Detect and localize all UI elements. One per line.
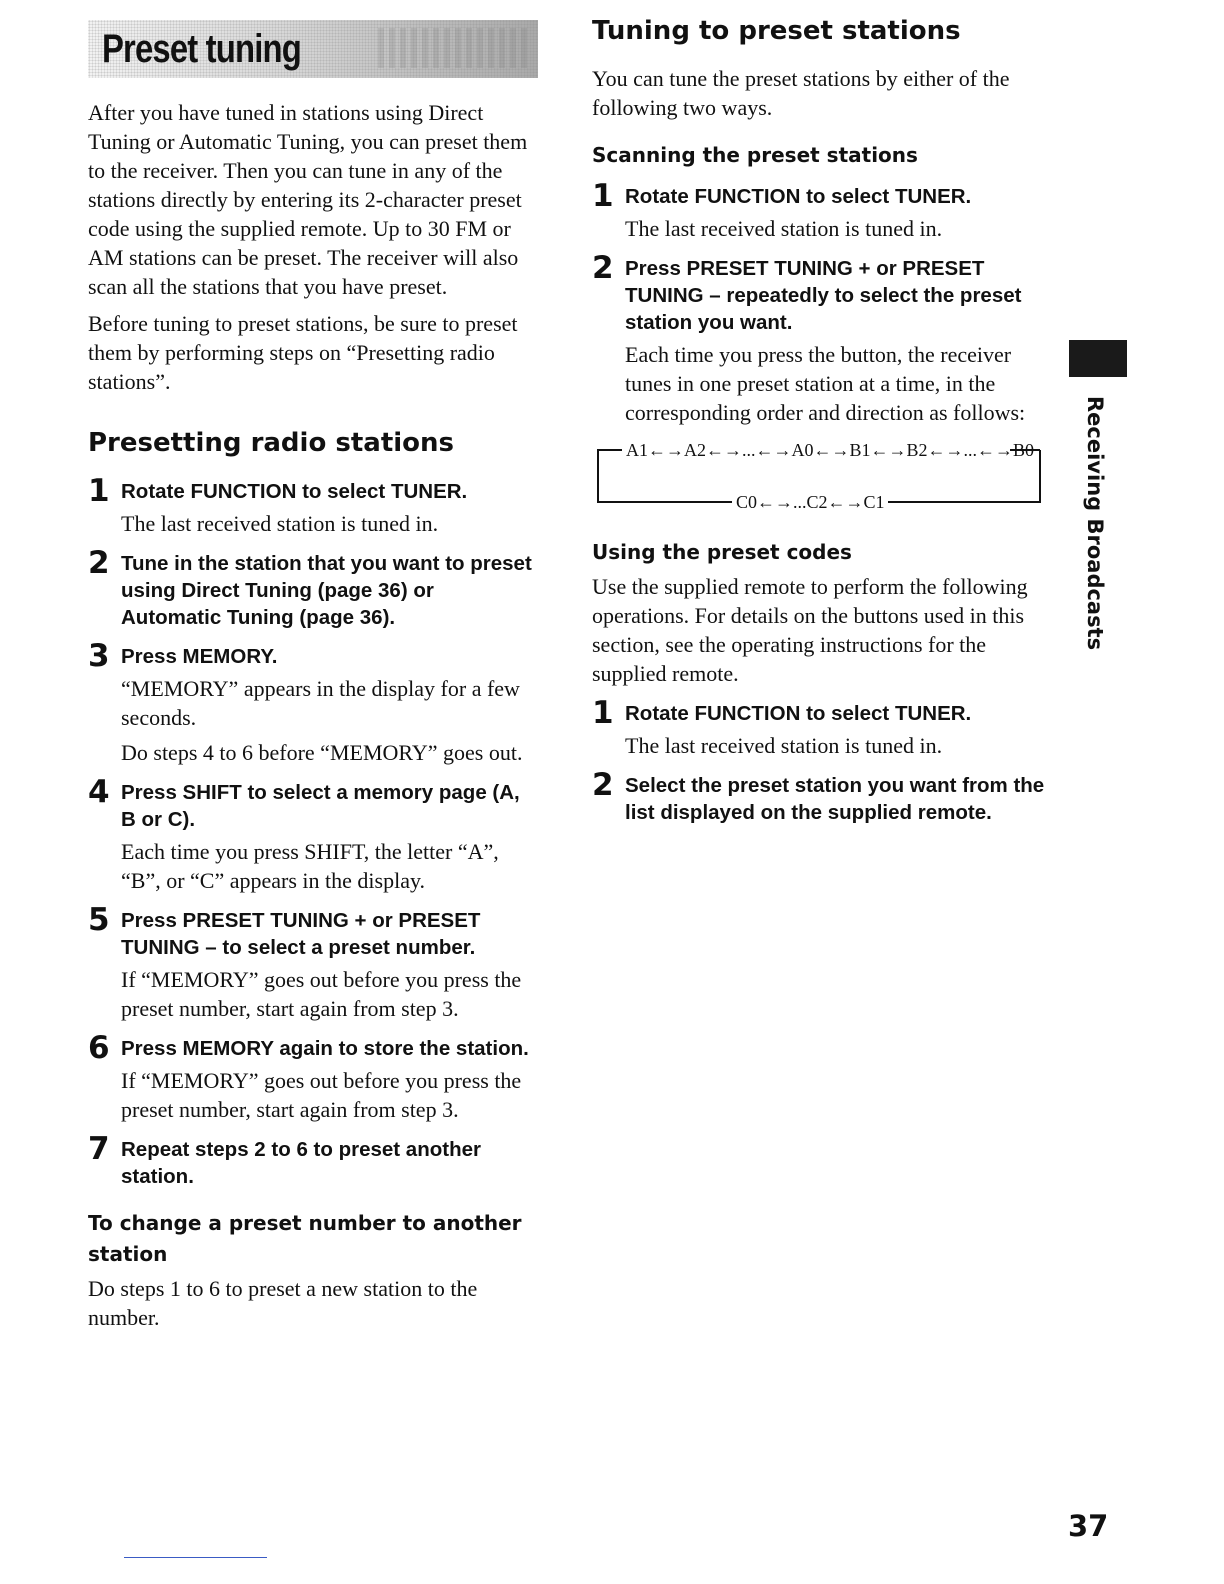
step-instruction: Press PRESET TUNING + or PRESET TUNING – to select a preset number. <box>121 909 481 959</box>
step-instruction: Press SHIFT to select a memory page (A, B or C). <box>121 781 520 831</box>
step-item <box>88 774 538 895</box>
change-number-heading: To change a preset number to another station <box>88 1211 522 1266</box>
step-number: 6 <box>88 1030 110 1066</box>
page-number: 37 <box>1068 1509 1109 1543</box>
section-banner <box>88 20 538 78</box>
chapter-side-label: Receiving Broadcasts <box>1083 396 1107 651</box>
step-note: The last received station is tuned in. <box>625 733 943 758</box>
tuning-intro: You can tune the preset stations by either of the following two ways. <box>592 66 1010 120</box>
step-instruction: Rotate FUNCTION to select TUNER. <box>625 702 972 725</box>
step-instruction: Repeat steps 2 to 6 to preset another station. <box>121 1138 481 1188</box>
step-note: If “MEMORY” goes out before you press the preset number, start again from step 3. <box>121 1068 522 1122</box>
banner-decoration <box>378 28 528 68</box>
step-number: 5 <box>88 902 110 938</box>
tuning-heading: Tuning to preset stations <box>592 16 961 46</box>
step-item <box>88 1030 538 1124</box>
step-number: 7 <box>88 1131 110 1167</box>
step-number: 2 <box>88 545 110 581</box>
preset-codes-heading: Using the preset codes <box>592 540 852 564</box>
preset-codes-intro: Use the supplied remote to perform the following operations. For details on the buttons used in this section, see the operating instructions for the supplied remote. <box>592 574 1028 686</box>
step-item <box>88 545 538 631</box>
step-number: 3 <box>88 638 110 674</box>
step-number: 1 <box>592 695 614 731</box>
step-number: 1 <box>592 178 614 214</box>
section-title: Preset tuning <box>102 27 301 71</box>
step-note: “MEMORY” appears in the display for a few seconds. <box>121 676 520 730</box>
step-item <box>592 178 1047 243</box>
intro-paragraph: After you have tuned in stations using Direct Tuning or Automatic Tuning, you can preset them to the receiver. Then you can tune in any of the stations directly by entering its 2-character preset code using the supplied remote. Up to 30 FM or AM stations can be preset. The receiver will also scan all the stations that you have preset. <box>88 100 528 299</box>
step-item <box>88 638 538 767</box>
step-note: If “MEMORY” goes out before you press the preset number, start again from step 3. <box>121 967 522 1021</box>
step-number: 2 <box>592 767 614 803</box>
step-item <box>592 695 1047 760</box>
intro-paragraph: Before tuning to preset stations, be sure to preset them by performing steps on “Presetting radio stations”. <box>88 311 518 394</box>
chapter-tab-marker <box>1069 340 1127 377</box>
presetting-heading: Presetting radio stations <box>88 428 455 458</box>
right-column <box>592 14 1047 832</box>
step-item <box>88 902 538 1023</box>
step-item <box>88 1131 538 1190</box>
change-number-text: Do steps 1 to 6 to preset a new station to the number. <box>88 1276 478 1330</box>
step-number: 2 <box>592 250 614 286</box>
step-item <box>88 473 538 538</box>
preset-order-diagram <box>592 433 1042 519</box>
step-note: The last received station is tuned in. <box>121 511 439 536</box>
step-number: 4 <box>88 774 110 810</box>
step-instruction: Press MEMORY. <box>121 645 278 668</box>
footer-rule <box>124 1557 267 1558</box>
step-instruction: Select the preset station you want from the list displayed on the supplied remote. <box>625 774 1045 824</box>
step-note: Each time you press the button, the receiver tunes in one preset station at a time, in the corresponding order and direction as follows: <box>625 342 1026 425</box>
left-column <box>88 20 538 1340</box>
order-row-top: A1←→A2←→...←→A0←→B1←→B2←→...←→B0 <box>626 440 1035 460</box>
step-item <box>592 250 1047 427</box>
order-row-bottom: C0←→...C2←→C1 <box>736 492 885 512</box>
step-instruction: Tune in the station that you want to preset using Direct Tuning (page 36) or Automatic Tuning (page 36). <box>121 552 532 629</box>
step-item <box>592 767 1047 826</box>
scanning-heading: Scanning the preset stations <box>592 143 918 167</box>
step-instruction: Press MEMORY again to store the station. <box>121 1037 529 1060</box>
step-instruction: Press PRESET TUNING + or PRESET TUNING – repeatedly to select the preset station you want. <box>625 257 1022 334</box>
step-note: The last received station is tuned in. <box>625 216 943 241</box>
step-number: 1 <box>88 473 110 509</box>
step-instruction: Rotate FUNCTION to select TUNER. <box>625 185 972 208</box>
step-instruction: Rotate FUNCTION to select TUNER. <box>121 480 468 503</box>
step-note: Each time you press SHIFT, the letter “A”, “B”, or “C” appears in the display. <box>121 839 499 893</box>
step-note: Do steps 4 to 6 before “MEMORY” goes out. <box>121 740 523 765</box>
